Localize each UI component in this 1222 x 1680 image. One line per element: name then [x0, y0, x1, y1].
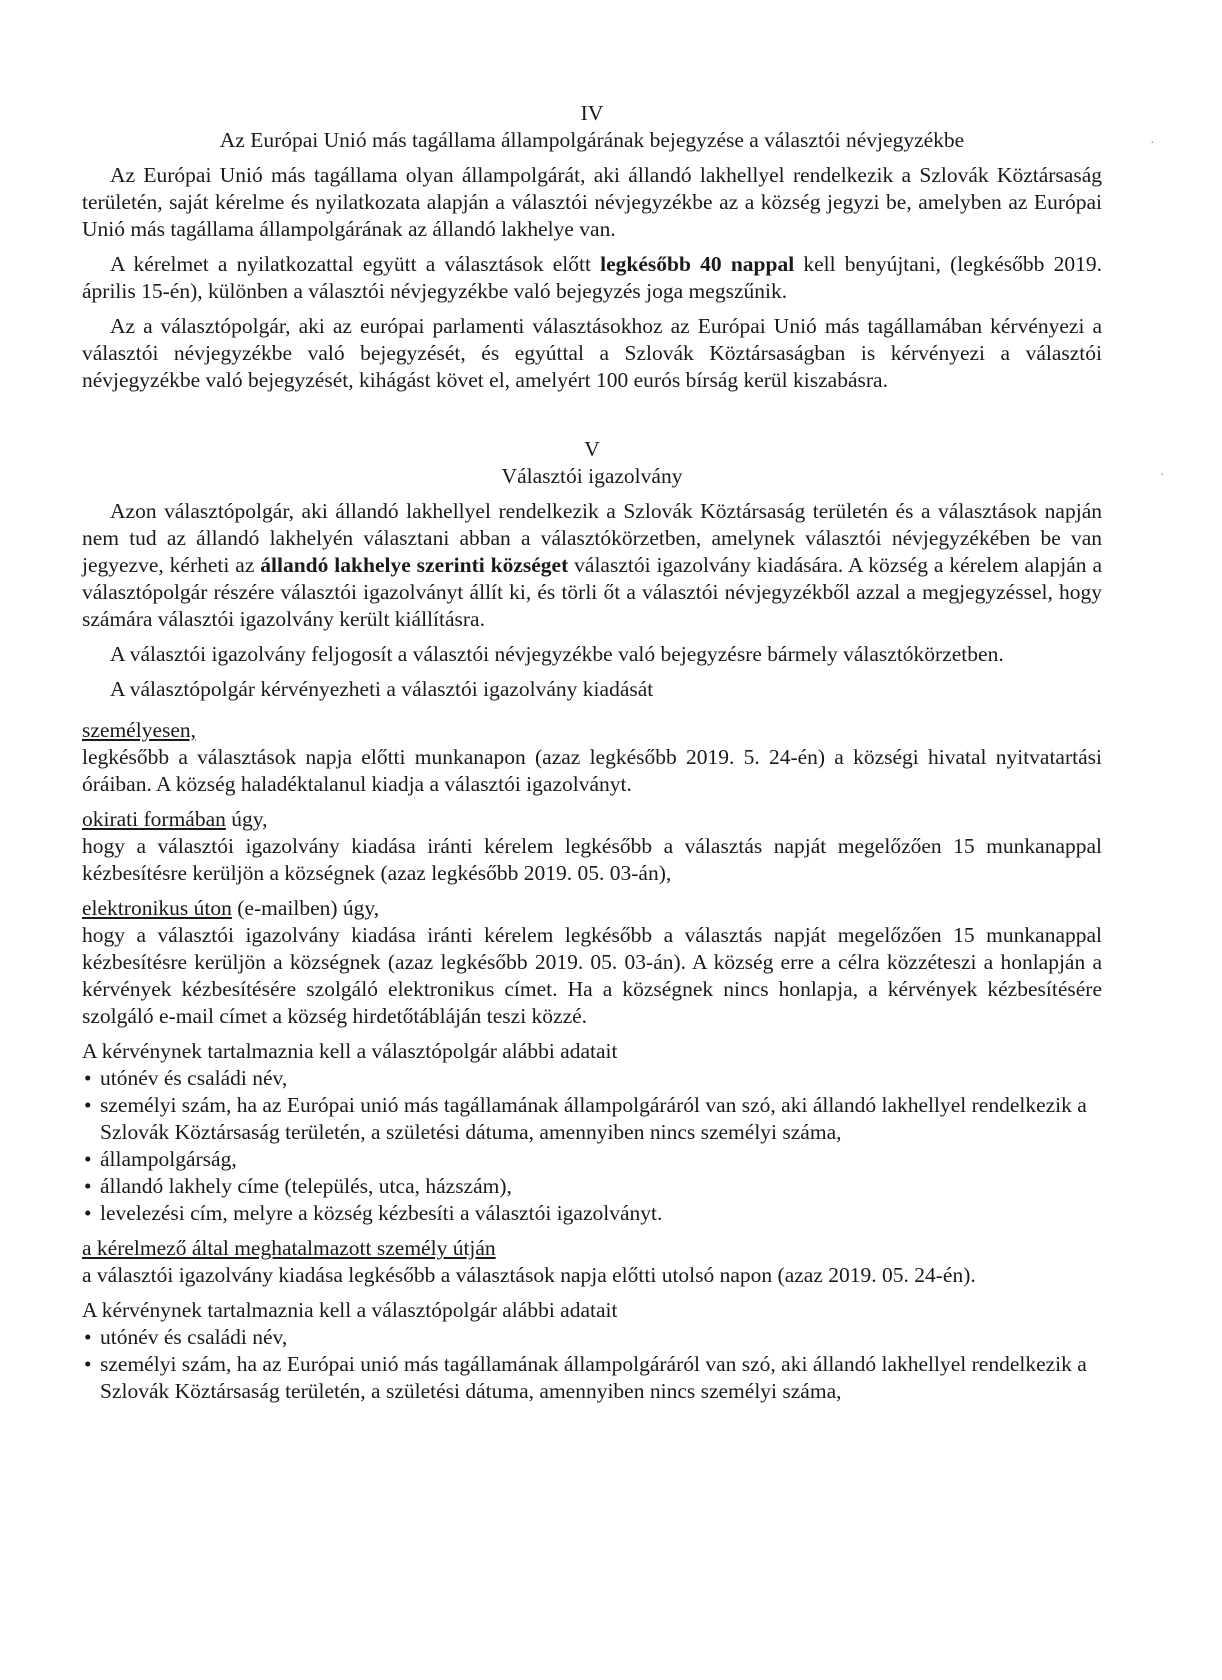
list-item: • személyi szám, ha az Európai unió más tagállamának állampolgáráról van szó, aki állandó lakhellyel rendelkezik a Szlovák Köztársaság területén, a születési dátuma, amennyiben nincs személyi száma,	[82, 1351, 1102, 1405]
scan-speck: ·	[1150, 136, 1155, 151]
municipality-emphasis: állandó lakhelye szerinti községet	[260, 553, 569, 577]
section-iv-paragraph-1: Az Európai Unió más tagállama olyan állampolgárát, aki állandó lakhellyel rendelkezik a Szlovák Köztársaság területén, saját kérelme és nyilatkozata alapján a választói névjegyzékbe az a község jegyzi be, amelyben az Európai Unió más tagállama állampolgárának az állandó lakhelye van.	[82, 163, 1102, 241]
in-person-heading: személyesen,	[82, 718, 197, 742]
text-run: (e-mailben) úgy,	[231, 896, 380, 920]
section-v-paragraph-3: A választópolgár kérvényezheti a választói igazolvány kiadását	[110, 677, 654, 701]
text-run: választói igazolvány kiadására. A község a kérelem alapján a választópolgár részére választói igazolványt állít ki, és törli őt a választói névjegyzékből azzal a megjegyzéssel, hogy számára választói igazolvány került kiállításra.	[82, 553, 1102, 631]
list-item: • utónév és családi név,	[82, 1065, 1102, 1092]
section-iv-paragraph-2	[82, 251, 1102, 305]
requirements-list-2	[82, 1324, 1102, 1405]
section-v-paragraph-1	[82, 498, 1102, 633]
deadline-emphasis: legkésőbb 40 nappal	[600, 252, 795, 276]
text-run: kell benyújtani, (legkésőbb 2019. április 15-én), különben a választói névjegyzékbe való bejegyzés joga megszűnik.	[82, 252, 1102, 303]
list-item: • állampolgárság,	[82, 1146, 1102, 1173]
list-item: • utónév és családi név,	[82, 1324, 1102, 1351]
text-run: úgy,	[225, 807, 268, 831]
in-person-block	[82, 717, 1102, 798]
requirements-intro-2: A kérvénynek tartalmaznia kell a választópolgár alábbi adatait	[82, 1298, 618, 1322]
requirements-list	[82, 1065, 1102, 1227]
text-run: Azon választópolgár, aki állandó lakhellyel rendelkezik a Szlovák Köztársaság területén és a választások napján nem tud az állandó lakhelyén választani abban a választókörzetben, amelynek választói névjegyzékében be van jegyezve, kérheti az	[82, 499, 1102, 577]
in-person-text: legkésőbb a választások napja előtti munkanapon (azaz legkésőbb 2019. 5. 24-én) a községi hivatal nyitvatartási óráiban. A község haladéktalanul kiadja a választói igazolványt.	[82, 745, 1102, 796]
section-iv-number: IV	[580, 101, 604, 125]
written-form-heading: okirati formában	[82, 807, 226, 831]
requirements-block-2	[82, 1297, 1102, 1405]
electronic-heading: elektronikus úton	[82, 896, 232, 920]
section-iv-paragraph-3: Az a választópolgár, aki az európai parlamenti választásokhoz az Európai Unió más tagállamában kérvényezi a választói névjegyzékbe való bejegyzését, és egyúttal a Szlovák Köztársaságban is kérvényezi a választói névjegyzékbe való bejegyzését, kihágást követ el, amelyért 100 eurós bírság kerül kiszabásra.	[82, 314, 1102, 392]
proxy-heading: a kérelmező által meghatalmazott személy útján	[82, 1236, 496, 1260]
section-iv-title: Az Európai Unió más tagállama állampolgárának bejegyzése a választói névjegyzékbe	[219, 128, 965, 152]
list-item: • levelezési cím, melyre a község kézbesíti a választói igazolványt.	[82, 1200, 1102, 1227]
list-item: • személyi szám, ha az Európai unió más tagállamának állampolgáráról van szó, aki állandó lakhellyel rendelkezik a Szlovák Köztársaság területén, a születési dátuma, amennyiben nincs személyi száma,	[82, 1092, 1102, 1146]
section-v-paragraph-2: A választói igazolvány feljogosít a választói névjegyzékbe való bejegyzésre bármely választókörzetben.	[110, 642, 1004, 666]
requirements-intro: A kérvénynek tartalmaznia kell a választópolgár alábbi adatait	[82, 1039, 618, 1063]
scan-speck: ·	[1160, 468, 1165, 483]
written-form-block	[82, 806, 1102, 887]
section-v-number: V	[584, 437, 600, 461]
proxy-text: a választói igazolvány kiadása legkésőbb a választások napja előtti utolsó napon (azaz 2019. 05. 24-én).	[82, 1263, 976, 1287]
electronic-text: hogy a választói igazolvány kiadása iránti kérelem legkésőbb a választás napját megelőzően 15 munkanappal kézbesítésre kerüljön a községnek (azaz legkésőbb 2019. 05. 03-án). A község erre a célra közzéteszi a honlapján a kérvények kézbesítésére szolgáló elektronikus címet. Ha a községnek nincs honlapja, a kérvények kézbesítésére szolgáló e-mail címet a község hirdetőtábláján teszi közzé.	[82, 923, 1102, 1028]
requirements-block	[82, 1038, 1102, 1227]
section-v-title: Választói igazolvány	[501, 464, 683, 488]
written-form-text: hogy a választói igazolvány kiadása iránti kérelem legkésőbb a választás napját megelőzően 15 munkanappal kézbesítésre kerüljön a községnek (azaz legkésőbb 2019. 05. 03-án),	[82, 834, 1102, 885]
list-item: • állandó lakhely címe (település, utca, házszám),	[82, 1173, 1102, 1200]
proxy-block	[82, 1235, 1102, 1289]
electronic-block	[82, 895, 1102, 1030]
text-run: A kérelmet a nyilatkozattal együtt a választások előtt	[110, 252, 601, 276]
